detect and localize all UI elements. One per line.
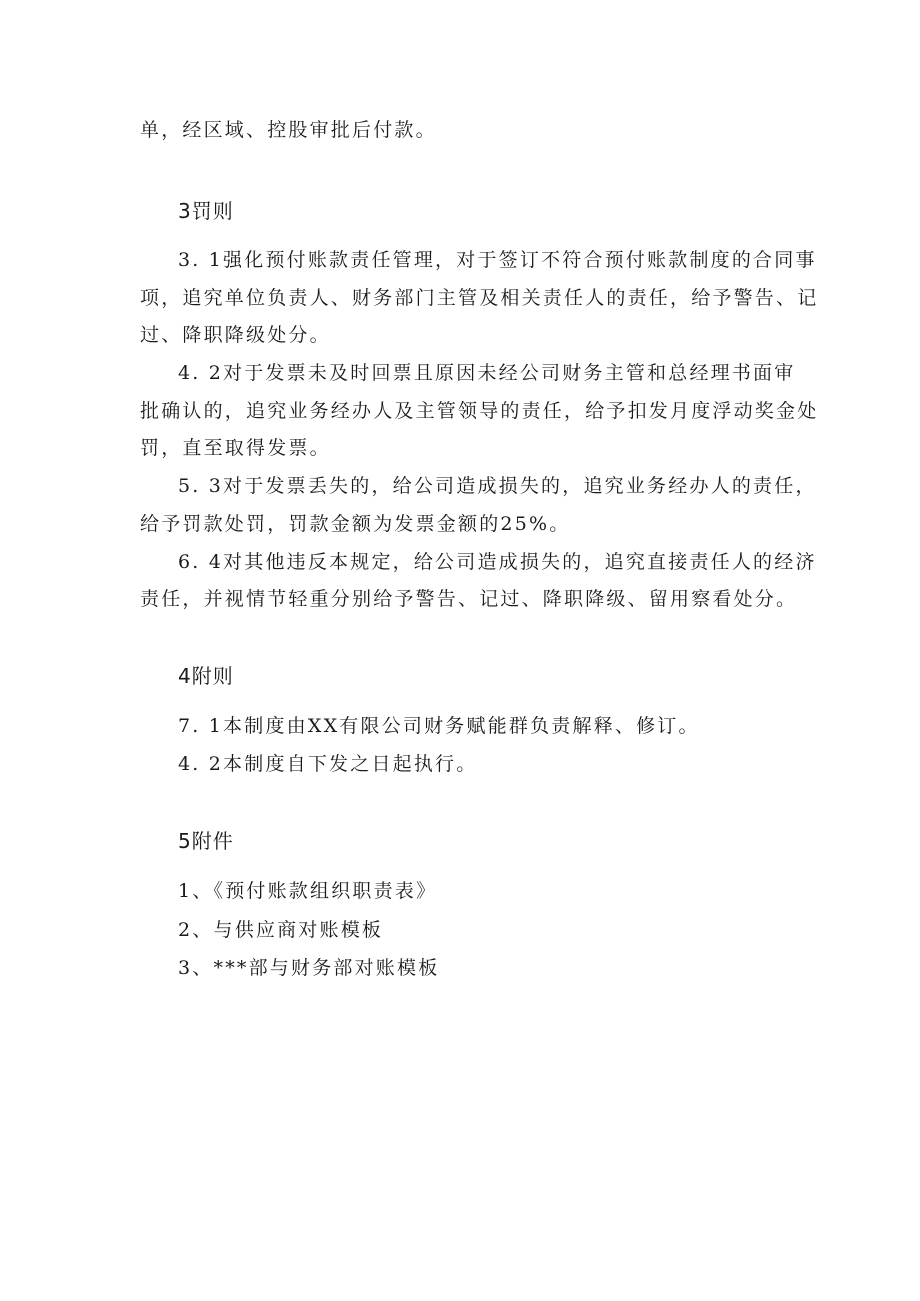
clause-4-2-line-2: 批确认的，追究业务经办人及主管领导的责任，给予扣发月度浮动奖金处 — [140, 400, 819, 422]
clause-5-3-line-2: 给予罚款处罚，罚款金额为发票金额的25%。 — [140, 513, 571, 535]
clause-6-4-line-2: 责任，并视情节轻重分别给予警告、记过、降职降级、留用察看处分。 — [140, 588, 798, 610]
clause-7-1: 7. 1本制度由XX有限公司财务赋能群负责解释、修订。 — [178, 715, 700, 737]
section-heading-supplementary: 4附则 — [178, 664, 234, 688]
clause-3-1-line-1: 3. 1强化预付账款责任管理，对于签订不符合预付账款制度的合同事 — [178, 249, 817, 271]
section-heading-attachments: 5附件 — [178, 829, 234, 853]
section-heading-penalties: 3罚则 — [178, 199, 234, 223]
clause-4-2-effective: 4. 2本制度自下发之日起执行。 — [178, 753, 478, 775]
clause-6-4-line-1: 6. 4对其他违反本规定，给公司造成损失的，追究直接责任人的经济 — [178, 551, 817, 573]
paragraph-continuation: 单，经区域、控股审批后付款。 — [140, 119, 437, 141]
clause-5-3-line-1: 5. 3对于发票丢失的，给公司造成损失的，追究业务经办人的责任， — [178, 475, 817, 497]
attachment-item: 3、***部与财务部对账模板 — [178, 957, 440, 979]
clause-3-1-line-2: 项，追究单位负责人、财务部门主管及相关责任人的责任，给予警告、记 — [140, 287, 819, 309]
clause-3-1-line-3: 过、降职降级处分。 — [140, 324, 331, 346]
clause-4-2-line-3: 罚，直至取得发票。 — [140, 437, 331, 459]
clause-4-2-line-1: 4. 2对于发票未及时回票且原因未经公司财务主管和总经理书面审 — [178, 362, 796, 384]
attachment-item: 1、《预付账款组织职责表》 — [178, 880, 438, 902]
attachment-item: 2、与供应商对账模板 — [178, 919, 384, 941]
